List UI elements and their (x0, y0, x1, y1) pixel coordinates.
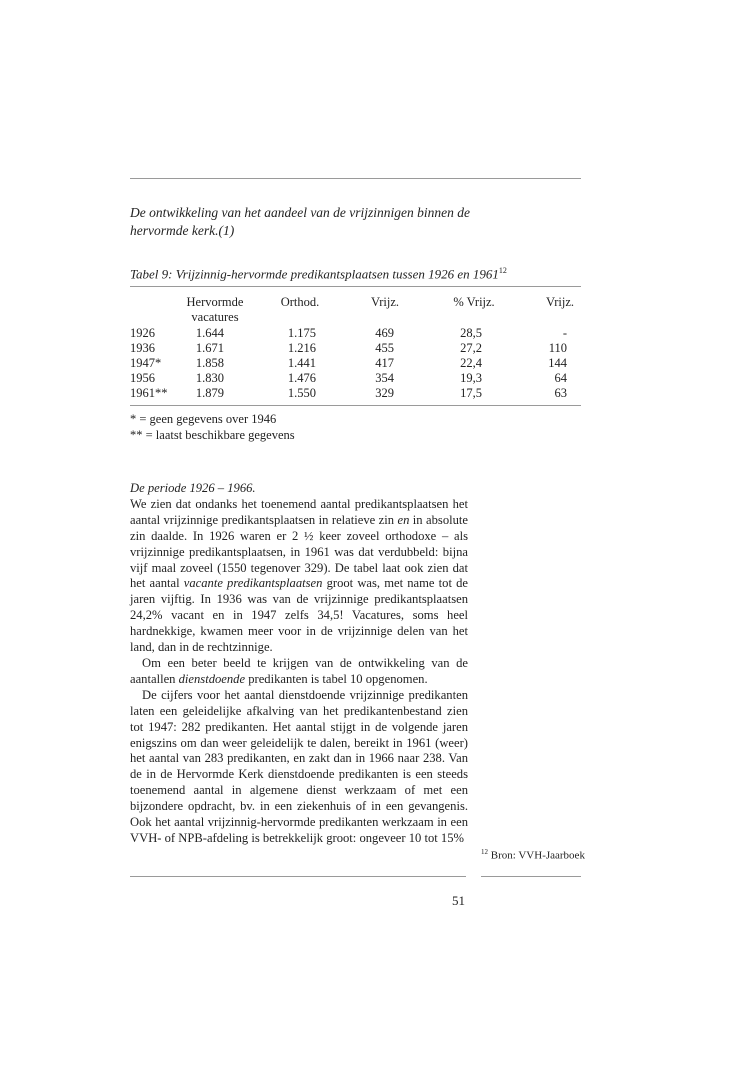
header-hervormde (175, 295, 255, 325)
cell-orthod: 1.216 (287, 341, 316, 355)
footnote-ref: 12 (498, 266, 507, 275)
footnote-text: Bron: VVH-Jaarboek (490, 849, 585, 862)
cell-year: 1926 (130, 326, 155, 340)
body-subheading: De periode 1926 – 1966. (130, 481, 256, 495)
cell-hervormde: 1.830 (195, 371, 224, 385)
cell-orthod: 1.550 (287, 386, 316, 400)
cell-year: 1956 (130, 371, 155, 385)
bottom-rule-left (130, 876, 466, 877)
cell-vrijz: 469 (375, 326, 394, 340)
header-orthod: Orthod. (280, 295, 320, 309)
cell-year: 1947* (130, 356, 162, 370)
table-note-1: * = geen gegevens over 1946 (130, 412, 277, 426)
cell-vrijz2: 63 (554, 386, 567, 400)
cell-hervormde: 1.644 (195, 326, 224, 340)
cell-year: 1961** (130, 386, 168, 400)
cell-vrijz2: 110 (548, 341, 567, 355)
cell-orthod: 1.175 (287, 326, 316, 340)
body-text (130, 481, 468, 847)
cell-pct: 19,3 (460, 371, 482, 385)
cell-vrijz: 354 (375, 371, 394, 385)
p1-text-a: We zien dat ondanks het toenemend aantal predikantsplaatsen het aantal vrijzinnige predikantsplaatsen in relatieve zin (130, 496, 468, 527)
p1-emphasis: en (397, 512, 410, 527)
p2-emphasis: dienstdoende (178, 671, 246, 686)
p1-emphasis-2: vacante predikantsplaatsen (183, 576, 323, 591)
paragraph-3: De cijfers voor het aantal dienstdoende vrijzinnige predikanten laten een geleidelijke afkalving van het predikantenbestand zien tot 1947: 282 predikanten. Het aantal stijgt in de volgende jaren enigszins om dan weer geleidelijk te dalen, bereikt in 1961 (weer) het aantal van 283 predikanten, en zakt dan in 1966 naar 238. Van de in de Hervormde Kerk dienstdoende predikanten is een steeds toenemend aantal in algemene dienst werkzaam of met een bijzondere opdracht, bv. in een ziekenhuis of in een gevangenis. Ook het aantal vrijzinnig-hervormde predikanten werkzaam in een VVH- of NPB-afdeling is betrekkelijk groot: ongeveer 10 tot 15% (130, 687, 468, 845)
p2-text-a: Om een beter beeld te krijgen van de ontwikkeling van de aantallen (130, 655, 468, 686)
cell-hervormde: 1.671 (195, 341, 224, 355)
cell-vrijz2: 64 (554, 371, 567, 385)
cell-vrijz2: 144 (548, 356, 567, 370)
paragraph-2 (130, 656, 468, 688)
header-hervormde-text: Hervormde vacatures (186, 295, 244, 324)
cell-pct: 22,4 (460, 356, 482, 370)
table-bottom-rule (130, 405, 581, 406)
top-rule (130, 178, 581, 179)
cell-vrijz: 455 (375, 341, 394, 355)
page-number: 51 (452, 893, 465, 908)
cell-pct: 28,5 (460, 326, 482, 340)
cell-orthod: 1.441 (287, 356, 316, 370)
cell-vrijz: 417 (375, 356, 394, 370)
cell-orthod: 1.476 (287, 371, 316, 385)
cell-year: 1936 (130, 341, 155, 355)
header-vrijz-2: Vrijz. (545, 295, 575, 309)
p1-text-c: groot was, met name tot de jaren vijftig. In 1936 was van de vrijzinnige predikantsplaatsen 24,2% vacant en in 1947 zelfs 34,5! Vacatures, soms heel hardnekkige, kwamen meer voor in de vrijzinnige delen van het land, dan in de rechtzinnige. (130, 576, 468, 655)
cell-hervormde: 1.879 (195, 386, 224, 400)
table-caption (130, 266, 507, 282)
p2-text-b: predikanten is tabel 10 opgenomen. (245, 671, 428, 686)
p1-text-b: in absolute zin daalde. In 1926 waren er 2 ½ keer zoveel orthodoxe – als vrijzinnige predikantsplaatsen, in 1961 was dat verdubbeld: bijna vijf maal zoveel (1550 tegenover 329). De tabel laat ook zien dat het aantal (130, 512, 469, 591)
cell-vrijz: 329 (375, 386, 394, 400)
section-heading: De ontwikkeling van het aandeel van de vrijzinnigen binnen de hervormde kerk.(1) (130, 205, 471, 238)
table-top-rule (130, 286, 581, 287)
cell-pct: 17,5 (460, 386, 482, 400)
paragraph-1 (130, 497, 468, 656)
header-vrijz: Vrijz. (370, 295, 400, 309)
table-note-2: ** = laatst beschikbare gegevens (130, 428, 295, 442)
bottom-rule-right (481, 876, 581, 877)
footnote (481, 848, 585, 862)
cell-hervormde: 1.858 (195, 356, 224, 370)
cell-pct: 27,2 (460, 341, 482, 355)
cell-vrijz2: - (562, 326, 567, 340)
footnote-number: 12 (481, 848, 488, 856)
table-caption-text: Tabel 9: Vrijzinnig-hervormde predikantsplaatsen tussen 1926 en 1961 (130, 266, 499, 282)
header-pct-vrijz: % Vrijz. (453, 295, 495, 309)
